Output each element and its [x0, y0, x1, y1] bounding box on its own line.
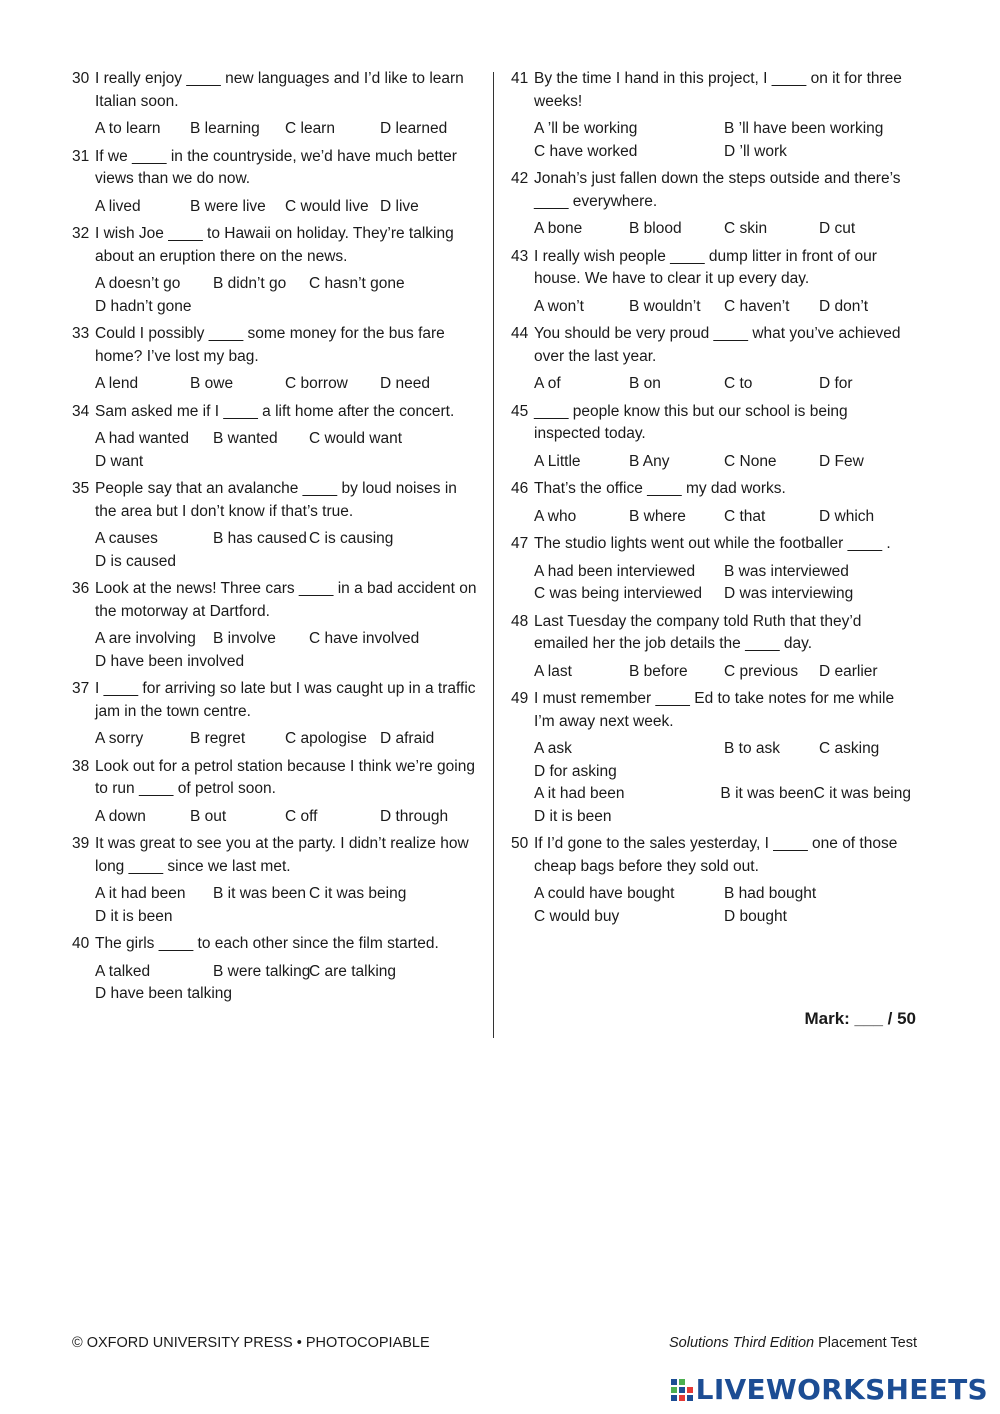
answer-option[interactable]: B learning [190, 120, 260, 137]
answer-option[interactable]: D want [95, 452, 144, 470]
answer-option[interactable]: B involve [213, 630, 276, 647]
question-40 [72, 933, 482, 1006]
answer-options [534, 118, 911, 163]
option-row [534, 906, 911, 929]
answer-option[interactable]: A doesn’t go [95, 275, 181, 292]
answer-option[interactable]: D afraid [380, 730, 435, 747]
answer-option[interactable]: D which [819, 507, 875, 525]
option-row [534, 806, 911, 829]
answer-option[interactable]: C None [724, 452, 777, 470]
mark-total: Mark: ___ / 50 [804, 1009, 916, 1028]
question-text: That’s the office ____ my dad works. [534, 480, 786, 497]
answer-option[interactable]: D live [380, 197, 419, 215]
answer-option[interactable]: D earlier [819, 662, 878, 680]
answer-option[interactable]: A ’ll be working [534, 120, 638, 137]
test-name: Placement Test [814, 1335, 917, 1351]
answer-option[interactable]: A down [95, 807, 146, 825]
answer-options [534, 883, 911, 928]
question-36 [72, 578, 482, 673]
answer-option[interactable]: D have been talking [95, 985, 233, 1002]
answer-option[interactable]: B on [629, 375, 661, 392]
answer-option[interactable]: C would buy [534, 907, 620, 925]
question-number: 44 [511, 325, 529, 342]
answer-options [534, 451, 911, 474]
option-row [95, 983, 482, 1006]
answer-option[interactable]: C have involved [309, 630, 420, 647]
answer-option[interactable]: B owe [190, 375, 234, 392]
question-text: The girls ____ to each other since the film started. [95, 935, 439, 952]
answer-option[interactable]: B were talking [213, 962, 311, 980]
answer-option[interactable]: B blood [629, 220, 682, 237]
option-row [95, 451, 482, 474]
answer-options [95, 196, 482, 219]
question-30 [72, 68, 482, 141]
answer-option[interactable]: D cut [819, 220, 856, 237]
liveworksheets-logo-icon [670, 1378, 694, 1402]
question-37 [72, 678, 482, 751]
answer-option[interactable]: B wouldn’t [629, 297, 701, 315]
question-number: 41 [511, 70, 529, 87]
option-row [95, 728, 482, 751]
answer-option[interactable]: A lived [95, 197, 141, 215]
question-number: 49 [511, 690, 529, 707]
question-number: 40 [72, 935, 90, 952]
answer-option[interactable]: B has caused [213, 530, 307, 547]
option-row [534, 738, 911, 761]
answer-option[interactable]: A Little [534, 452, 581, 470]
answer-option[interactable]: A to learn [95, 120, 161, 137]
answer-options [95, 118, 482, 141]
answer-option[interactable]: A are involving [95, 630, 196, 647]
answer-option[interactable]: D bought [724, 907, 787, 925]
brand-text: LIVEWORKSHEETS [695, 1373, 988, 1406]
option-row [534, 118, 911, 141]
copyright-footer: © OXFORD UNIVERSITY PRESS • PHOTOCOPIABLE [72, 1335, 430, 1351]
answer-option[interactable]: A could have bought [534, 885, 675, 902]
answer-option[interactable]: B didn’t go [213, 275, 287, 292]
question-number: 36 [72, 580, 90, 597]
answer-options [95, 806, 482, 829]
question-48 [511, 611, 911, 684]
answer-option[interactable]: A of [534, 375, 561, 392]
answer-option[interactable]: A it had been [534, 785, 625, 802]
question-text: I ____ for arriving so late but I was caught up in a traffic jam in the town centre. [95, 680, 476, 720]
question-text: ____ people know this but our school is being inspected today. [534, 402, 848, 442]
answer-option[interactable]: A ask [534, 740, 572, 757]
answer-option[interactable]: B it was been [213, 885, 307, 902]
answer-option[interactable]: C have worked [534, 142, 638, 160]
answer-option[interactable]: C off [285, 807, 318, 825]
question-number: 46 [511, 480, 529, 497]
question-text: Last Tuesday the company told Ruth that they’d emailed her the job details the ____ day. [534, 612, 862, 652]
answer-options [534, 373, 911, 396]
question-number: 31 [72, 147, 90, 165]
option-row [534, 296, 911, 319]
answer-option[interactable]: C would want [309, 430, 403, 447]
option-row [95, 428, 482, 451]
question-45 [511, 401, 911, 474]
answer-option[interactable]: A who [534, 507, 577, 525]
answer-option[interactable]: D is caused [95, 552, 176, 570]
answer-option[interactable]: D for [819, 375, 853, 392]
answer-option[interactable]: C apologise [285, 730, 367, 747]
answer-options [534, 561, 911, 606]
question-32 [72, 223, 482, 318]
question-text: If I’d gone to the sales yesterday, I ____ one of those cheap bags before they sold out. [534, 835, 898, 875]
option-row [95, 373, 482, 396]
question-35 [72, 478, 482, 573]
answer-option[interactable]: C haven’t [724, 297, 790, 315]
option-row [534, 451, 911, 474]
option-row [95, 628, 482, 651]
answer-options [95, 528, 482, 573]
answer-option[interactable]: A won’t [534, 297, 584, 315]
answer-option[interactable]: B where [629, 507, 686, 525]
answer-option[interactable]: B was interviewed [724, 562, 849, 580]
answer-option[interactable]: C asking [819, 740, 880, 757]
option-row [95, 273, 482, 296]
question-50 [511, 833, 911, 928]
answer-option[interactable]: B out [190, 807, 227, 825]
answer-option[interactable]: B before [629, 662, 688, 680]
question-text: Look out for a petrol station because I think we’re going to run ____ of petrol soon. [95, 757, 475, 797]
question-number: 38 [72, 757, 90, 775]
question-number: 34 [72, 402, 90, 420]
answer-option[interactable]: C learn [285, 120, 335, 137]
question-41 [511, 68, 911, 163]
left-column [72, 68, 482, 1011]
question-47 [511, 533, 911, 606]
question-text: Look at the news! Three cars ____ in a bad accident on the motorway at Dartford. [95, 580, 477, 620]
question-text: I really enjoy ____ new languages and I’d like to learn Italian soon. [95, 70, 464, 110]
option-row [534, 561, 911, 584]
answer-option[interactable]: B had bought [724, 885, 817, 902]
question-text: Could I possibly ____ some money for the bus fare home? I’ve lost my bag. [95, 325, 445, 365]
answer-option[interactable]: D have been involved [95, 652, 245, 670]
question-text: Sam asked me if I ____ a lift home after the concert. [95, 402, 455, 420]
answer-options [95, 961, 482, 1006]
series-title: Solutions Third Edition [669, 1335, 815, 1351]
answer-option[interactable]: A had wanted [95, 430, 189, 447]
option-row [534, 783, 911, 806]
option-row [95, 806, 482, 829]
answer-option[interactable]: D don’t [819, 297, 869, 315]
answer-options [534, 296, 911, 319]
question-number: 45 [511, 402, 529, 420]
answer-option[interactable]: A causes [95, 530, 158, 547]
answer-option[interactable]: C hasn’t gone [309, 275, 405, 292]
answer-option[interactable]: A last [534, 662, 572, 680]
question-number: 43 [511, 247, 529, 265]
question-text: The studio lights went out while the footballer ____ . [534, 535, 891, 552]
answer-option[interactable]: C to [724, 375, 753, 392]
option-row [95, 296, 482, 319]
answer-options [95, 428, 482, 473]
option-row [534, 506, 911, 529]
question-text: People say that an avalanche ____ by loud noises in the area but I don’t know if that’s true. [95, 480, 457, 520]
option-row [534, 583, 911, 606]
answer-option[interactable]: D it is been [95, 907, 173, 925]
question-number: 30 [72, 70, 90, 87]
answer-options [95, 628, 482, 673]
question-31 [72, 146, 482, 219]
question-46 [511, 478, 911, 528]
answer-option[interactable]: D through [380, 807, 449, 825]
answer-option[interactable]: A lend [95, 375, 139, 392]
option-row [95, 651, 482, 674]
answer-option[interactable]: A talked [95, 962, 151, 980]
answer-option[interactable]: C it was being [813, 785, 911, 802]
question-text: It was great to see you at the party. I didn’t realize how long ____ since we last met. [95, 835, 469, 875]
answer-options [534, 506, 911, 529]
question-number: 48 [511, 612, 529, 630]
option-row [534, 761, 911, 784]
answer-option[interactable]: A it had been [95, 885, 186, 902]
question-38 [72, 756, 482, 829]
answer-option[interactable]: D learned [380, 120, 448, 137]
question-number: 47 [511, 535, 529, 552]
option-row [534, 141, 911, 164]
answer-option[interactable]: C skin [724, 220, 768, 237]
question-number: 32 [72, 225, 90, 242]
answer-options [95, 373, 482, 396]
question-39 [72, 833, 482, 928]
answer-option[interactable]: A bone [534, 220, 583, 237]
option-row [95, 196, 482, 219]
question-text: By the time I hand in this project, I ____ on it for three weeks! [534, 70, 902, 110]
answer-option[interactable]: D need [380, 375, 430, 392]
answer-options [534, 218, 911, 241]
answer-option[interactable]: B ’ll have been working [724, 120, 884, 137]
question-number: 33 [72, 325, 90, 342]
column-divider [493, 72, 494, 1038]
option-row [534, 883, 911, 906]
option-row [534, 661, 911, 684]
answer-option[interactable]: B to ask [724, 740, 780, 757]
question-number: 35 [72, 480, 90, 497]
option-row [95, 906, 482, 929]
option-row [95, 551, 482, 574]
test-title-footer [669, 1335, 917, 1351]
question-text: I really wish people ____ dump litter in front of our house. We have to clear it up every day. [534, 247, 877, 287]
answer-option[interactable]: D was interviewing [724, 585, 854, 602]
question-34 [72, 401, 482, 474]
answer-option[interactable]: B it was been [720, 785, 814, 802]
answer-options [534, 661, 911, 684]
answer-option[interactable]: C borrow [285, 375, 348, 392]
answer-option[interactable]: C are talking [309, 962, 397, 980]
answer-option[interactable]: B were live [190, 197, 266, 215]
answer-options [95, 728, 482, 751]
question-text: You should be very proud ____ what you’ve achieved over the last year. [534, 325, 901, 365]
answer-option[interactable]: D for asking [534, 762, 617, 780]
question-number: 50 [511, 835, 529, 852]
question-text: I wish Joe ____ to Hawaii on holiday. They’re talking about an eruption there on the news. [95, 225, 454, 265]
question-text: If we ____ in the countryside, we’d have much better views than we do now. [95, 147, 457, 187]
answer-option[interactable]: A had been interviewed [534, 562, 696, 580]
question-49 [511, 688, 911, 828]
answer-option[interactable]: A sorry [95, 730, 144, 747]
answer-options [95, 883, 482, 928]
option-row [534, 218, 911, 241]
answer-option[interactable]: B Any [629, 452, 670, 470]
answer-option[interactable]: B regret [190, 730, 246, 747]
liveworksheets-brand [670, 1373, 988, 1406]
answer-option[interactable]: C is causing [309, 530, 394, 547]
option-row [95, 528, 482, 551]
answer-option[interactable]: C that [724, 507, 766, 525]
answer-option[interactable]: D it is been [534, 807, 612, 825]
answer-options [95, 273, 482, 318]
question-number: 42 [511, 170, 529, 187]
question-text: I must remember ____ Ed to take notes for me while I’m away next week. [534, 690, 895, 730]
answer-option[interactable]: D Few [819, 452, 864, 470]
option-row [95, 961, 482, 984]
right-column [511, 68, 911, 933]
question-44 [511, 323, 911, 396]
answer-option[interactable]: C it was being [309, 885, 407, 902]
answer-options [534, 738, 911, 828]
answer-option[interactable]: C would live [285, 197, 369, 215]
question-text: Jonah’s just fallen down the steps outside and there’s ____ everywhere. [534, 170, 901, 210]
answer-option[interactable]: D hadn’t gone [95, 297, 192, 315]
option-row [95, 118, 482, 141]
answer-option[interactable]: D ’ll work [724, 142, 787, 160]
question-number: 39 [72, 835, 90, 852]
answer-option[interactable]: B wanted [213, 430, 278, 447]
question-43 [511, 246, 911, 319]
answer-option[interactable]: C was being interviewed [534, 585, 703, 602]
question-33 [72, 323, 482, 396]
option-row [95, 883, 482, 906]
answer-option[interactable]: C previous [724, 662, 799, 680]
question-42 [511, 168, 911, 241]
question-number: 37 [72, 680, 90, 697]
option-row [534, 373, 911, 396]
